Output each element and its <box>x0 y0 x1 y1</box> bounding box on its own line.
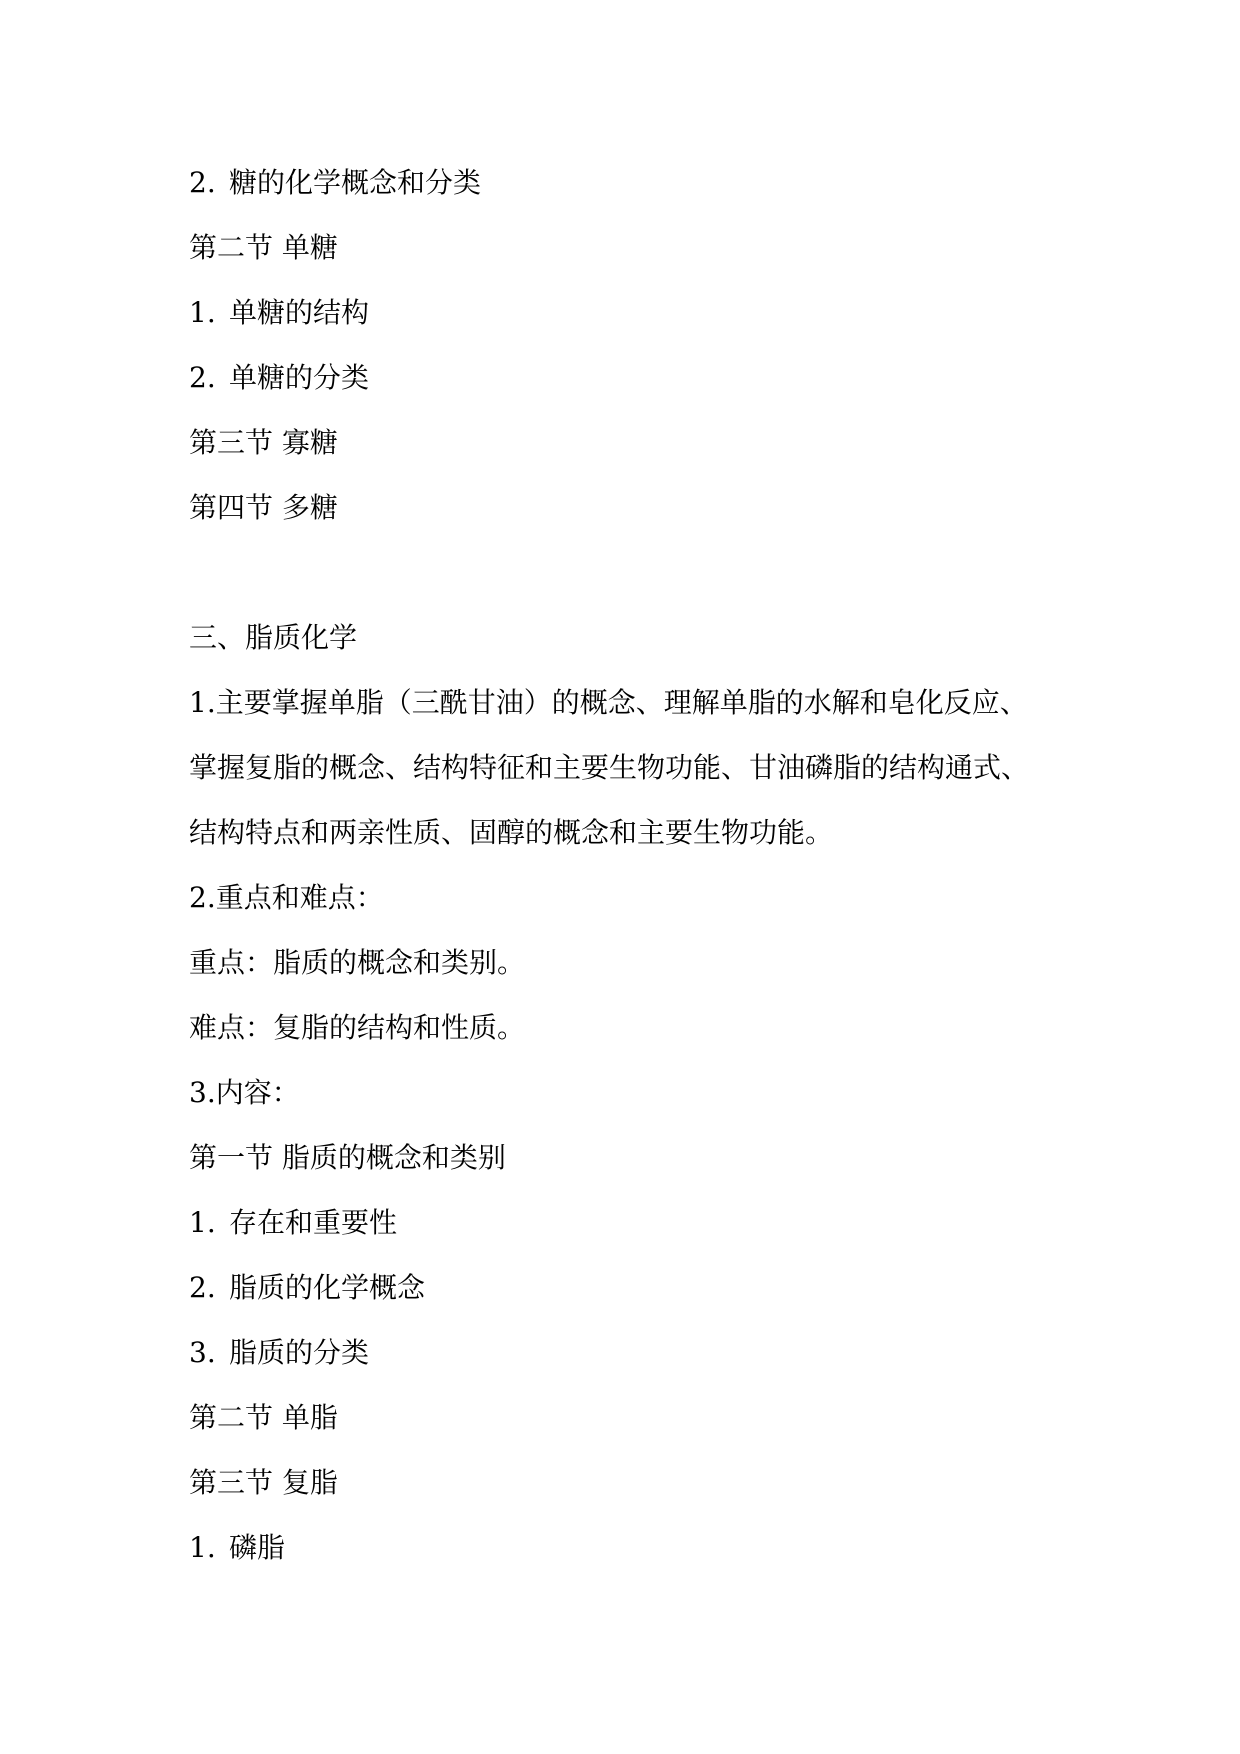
list-item <box>189 166 1089 200</box>
section-heading: 第二节 单脂 <box>189 1401 338 1434</box>
key-point: 重点：脂质的概念和类别。 <box>189 946 526 979</box>
section-heading: 第三节 复脂 <box>189 1466 338 1499</box>
subheading: 3.内容： <box>189 1076 300 1109</box>
item-number: 3. <box>189 1336 216 1369</box>
item-text: 磷脂 <box>229 1531 286 1564</box>
section-heading: 第一节 脂质的概念和类别 <box>189 1141 506 1174</box>
list-item <box>189 1206 1089 1240</box>
item-number: 1. <box>189 1206 216 1239</box>
item-text: 脂质的化学概念 <box>229 1271 426 1304</box>
paragraph-line: 结构特点和两亲性质、固醇的概念和主要生物功能。 <box>189 816 834 849</box>
list-item <box>189 361 1089 395</box>
chapter-heading: 三、脂质化学 <box>189 621 358 654</box>
list-item <box>189 1531 1089 1565</box>
section-heading: 第四节 多糖 <box>189 491 338 524</box>
item-text: 单糖的结构 <box>229 296 370 329</box>
item-number: 2. <box>189 166 216 199</box>
section-heading: 第三节 寡糖 <box>189 426 338 459</box>
paragraph-line: 1.主要掌握单脂（三酰甘油）的概念、理解单脂的水解和皂化反应、 <box>189 686 1028 719</box>
item-number: 2. <box>189 361 216 394</box>
item-number: 1. <box>189 296 216 329</box>
list-item <box>189 1336 1089 1370</box>
subheading: 2.重点和难点： <box>189 881 384 914</box>
item-text: 存在和重要性 <box>229 1206 398 1239</box>
difficult-point: 难点：复脂的结构和性质。 <box>189 1011 526 1044</box>
section-heading: 第二节 单糖 <box>189 231 338 264</box>
item-number: 1. <box>189 1531 216 1564</box>
paragraph-line: 掌握复脂的概念、结构特征和主要生物功能、甘油磷脂的结构通式、 <box>189 751 1030 784</box>
item-text: 脂质的分类 <box>229 1336 370 1369</box>
list-item <box>189 296 1089 330</box>
item-text: 糖的化学概念和分类 <box>229 166 482 199</box>
item-text: 单糖的分类 <box>229 361 370 394</box>
item-number: 2. <box>189 1271 216 1304</box>
list-item <box>189 1271 1089 1305</box>
